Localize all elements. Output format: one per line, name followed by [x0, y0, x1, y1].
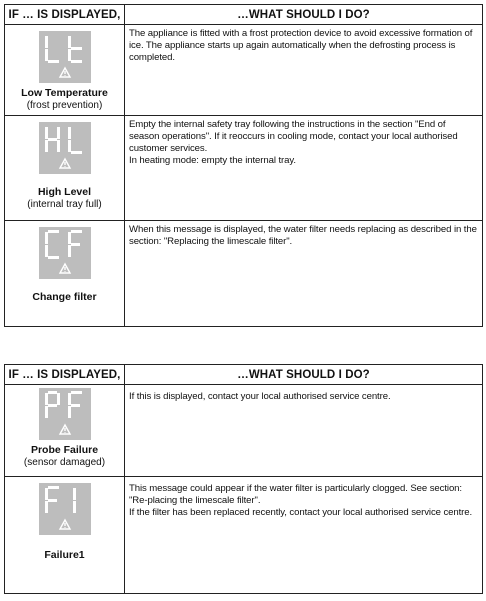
warning-triangle-icon [60, 520, 70, 529]
code-sublabel: (frost prevention) [26, 100, 103, 111]
seven-segment-code [39, 388, 91, 440]
digit-h [45, 127, 60, 152]
instruction-text: In heating mode: empty the internal tray. [129, 155, 296, 166]
instruction-text: If the filter has been replaced recently, contact your local authorised service centre. [129, 507, 473, 518]
digit-f [68, 391, 82, 418]
digit-c [45, 230, 59, 259]
display-code-hl [39, 122, 91, 174]
code-label: Low Temperature [21, 87, 108, 99]
display-code-pf [39, 388, 91, 440]
header-what-to-do: …WHAT SHOULD I DO? [125, 365, 483, 385]
display-code-lt [39, 31, 91, 83]
seven-segment-code [39, 483, 91, 535]
code-label: Probe Failure [30, 444, 99, 456]
instruction-text: Empty the internal safety tray following the instructions in the section "End of season operations". If it reoccurs in cooling mode, contact your local authorised customer services. [129, 119, 458, 154]
instruction-text: The appliance is fitted with a frost protection device to avoid excessive formation of ice. The appliance starts up again automatically when the defrosting process is completed. [129, 28, 473, 63]
display-cell [5, 25, 125, 116]
code-sublabel: (sensor damaged) [23, 457, 106, 468]
display-code-cf [39, 227, 91, 279]
warning-triangle-icon [60, 425, 70, 434]
digit-1 [73, 488, 76, 513]
instruction-cell [125, 116, 483, 221]
table-row [5, 221, 483, 327]
display-cell [5, 116, 125, 221]
header-if-displayed: IF … IS DISPLAYED, [5, 365, 125, 385]
instruction-cell [125, 477, 483, 594]
display-cell [5, 385, 125, 477]
table-row [5, 25, 483, 116]
seven-segment-code [39, 31, 91, 83]
instruction-cell [125, 221, 483, 327]
code-sublabel: (internal tray full) [27, 199, 102, 210]
instruction-text: If this is displayed, contact your local authorised service centre. [129, 391, 391, 402]
display-cell [5, 221, 125, 327]
instruction-text: When this message is displayed, the water filter needs replacing as described in the section: "Replacing the limescale filter". [129, 224, 477, 247]
digit-l [45, 36, 59, 63]
code-label: High Level [37, 186, 92, 198]
warning-triangle-icon [60, 159, 70, 168]
warning-triangle-icon [60, 68, 70, 77]
digit-l [68, 127, 82, 154]
digit-p [45, 391, 60, 418]
instruction-cell [125, 25, 483, 116]
table-row [5, 477, 483, 594]
seven-segment-code [39, 122, 91, 174]
troubleshoot-table-2 [4, 364, 483, 594]
code-label: Change filter [32, 291, 97, 303]
header-what-to-do: …WHAT SHOULD I DO? [125, 5, 483, 25]
digit-f [68, 230, 82, 257]
warning-triangle-icon [60, 264, 70, 273]
display-code-f1 [39, 483, 91, 535]
seven-segment-code [39, 227, 91, 279]
code-label: Failure1 [44, 549, 85, 561]
header-if-displayed: IF … IS DISPLAYED, [5, 5, 125, 25]
digit-f [45, 486, 59, 513]
table-row [5, 116, 483, 221]
troubleshoot-table-1 [4, 4, 483, 327]
instruction-cell [125, 385, 483, 477]
digit-t [68, 36, 82, 63]
table-row [5, 385, 483, 477]
instruction-text: This message could appear if the water filter is particularly clogged. See section: "Re-placing the limescale filter". [129, 483, 462, 506]
display-cell [5, 477, 125, 594]
